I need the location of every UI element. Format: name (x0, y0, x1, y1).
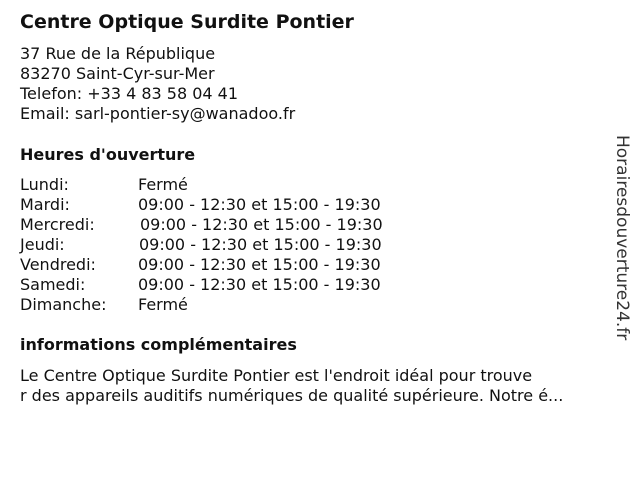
day-hours: 09:00 - 12:30 et 15:00 - 19:30 (138, 255, 381, 274)
info-line-1: Le Centre Optique Surdite Pontier est l'endroit idéal pour trouve (20, 366, 533, 385)
info-heading: informations complémentaires (20, 335, 297, 354)
business-contact (20, 44, 295, 124)
day-hours: 09:00 - 12:30 et 15:00 - 19:30 (138, 275, 381, 294)
day-label: Mardi: (20, 195, 70, 214)
day-label: Dimanche: (20, 295, 107, 314)
business-email: Email: sarl-pontier-sy@wanadoo.fr (20, 104, 296, 123)
day-label: Mercredi: (20, 215, 95, 234)
day-hours: Fermé (138, 295, 188, 314)
business-city: 83270 Saint-Cyr-sur-Mer (20, 64, 215, 83)
day-hours: Fermé (138, 175, 188, 194)
day-label: Vendredi: (20, 255, 96, 274)
day-label: Samedi: (20, 275, 86, 294)
hours-heading: Heures d'ouverture (20, 145, 196, 164)
day-hours: 09:00 - 12:30 et 15:00 - 19:30 (138, 195, 381, 214)
info-line-2: r des appareils auditifs numériques de qualité supérieure. Notre é... (20, 386, 564, 405)
day-hours: 09:00 - 12:30 et 15:00 - 19:30 (140, 215, 383, 234)
business-phone: Telefon: +33 4 83 58 04 41 (20, 84, 239, 103)
day-hours: 09:00 - 12:30 et 15:00 - 19:30 (139, 235, 382, 254)
day-label: Jeudi: (20, 235, 65, 254)
info-description (20, 366, 620, 406)
business-street: 37 Rue de la République (20, 44, 216, 63)
day-label: Lundi: (20, 175, 69, 194)
business-name: Centre Optique Surdite Pontier (20, 11, 354, 33)
site-watermark: Horairesdouverture24.fr (612, 135, 632, 341)
